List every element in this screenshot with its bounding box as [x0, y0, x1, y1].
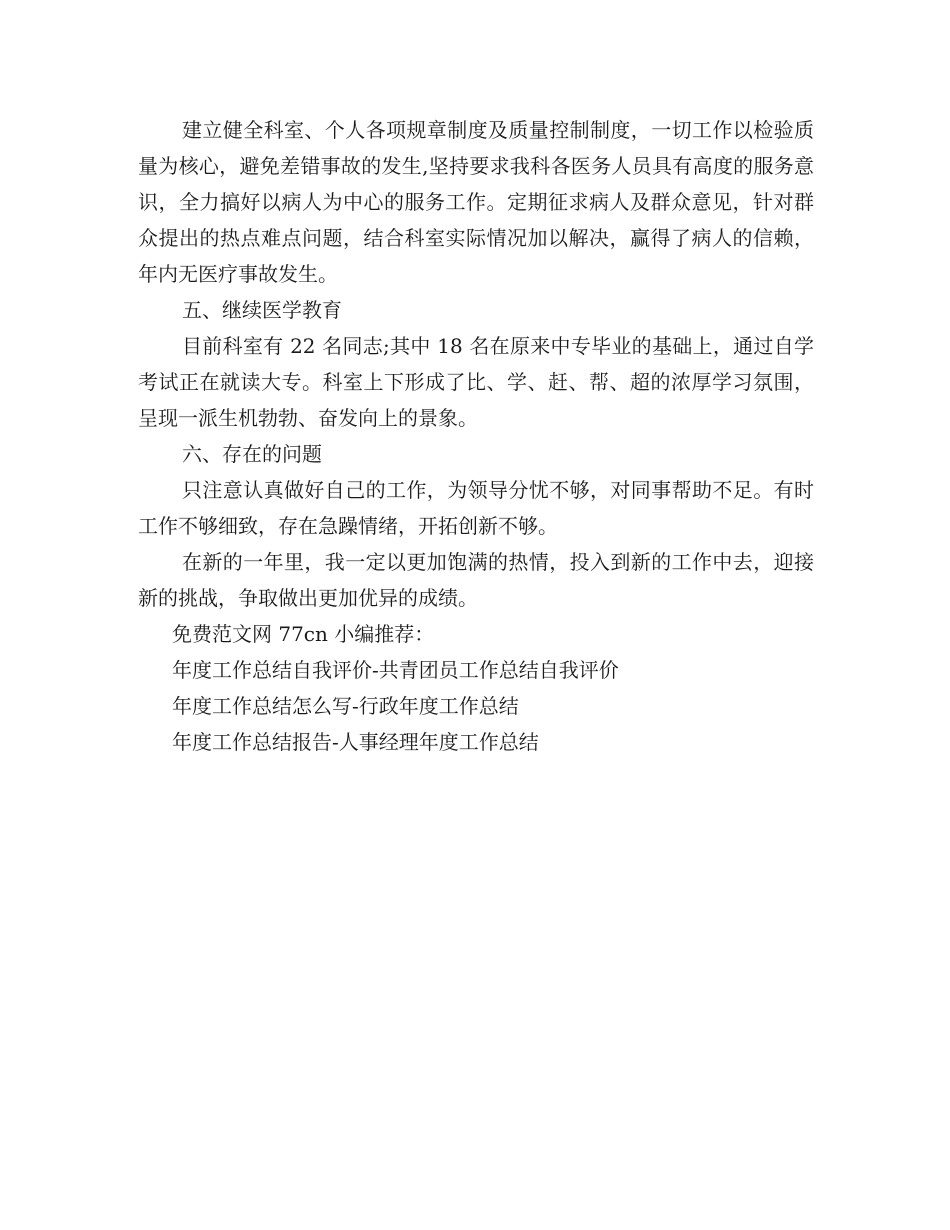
recommend-link[interactable]: 年度工作总结自我评价-共青团员工作总结自我评价 [172, 658, 619, 682]
recommend-list [138, 652, 814, 760]
paragraph-quality-control: 建立健全科室、个人各项规章制度及质量控制制度，一切工作以检验质量为核心，避免差错事故的发生,坚持要求我科各医务人员具有高度的服务意识，全力搞好以病人为中心的服务工作。定期征求病人及群众意见，针对群众提出的热点难点问题，结合科室实际情况加以解决，赢得了病人的信赖，年内无医疗事故发生。 [138, 118, 814, 286]
section-heading-existing-problems: 六、存在的问题 [182, 442, 322, 466]
section-heading-continuing-education: 五、继续医学教育 [182, 298, 342, 322]
paragraph-existing-problems: 只注意认真做好自己的工作，为领导分忧不够，对同事帮助不足。有时工作不够细致，存在急躁情绪，开拓创新不够。 [138, 478, 814, 538]
recommend-link[interactable]: 年度工作总结怎么写-行政年度工作总结 [172, 694, 519, 718]
paragraph-continuing-education: 目前科室有 22 名同志;其中 18 名在原来中专毕业的基础上，通过自学考试正在就读大专。科室上下形成了比、学、赶、帮、超的浓厚学习氛围，呈现一派生机勃勃、奋发向上的景象。 [138, 334, 814, 430]
recommend-link[interactable]: 年度工作总结报告-人事经理年度工作总结 [172, 730, 539, 754]
recommend-title: 免费范文网 77cn 小编推荐： [172, 622, 435, 646]
paragraph-new-year-outlook: 在新的一年里，我一定以更加饱满的热情，投入到新的工作中去，迎接新的挑战，争取做出更加优异的成绩。 [138, 550, 814, 610]
document-body [138, 112, 814, 760]
